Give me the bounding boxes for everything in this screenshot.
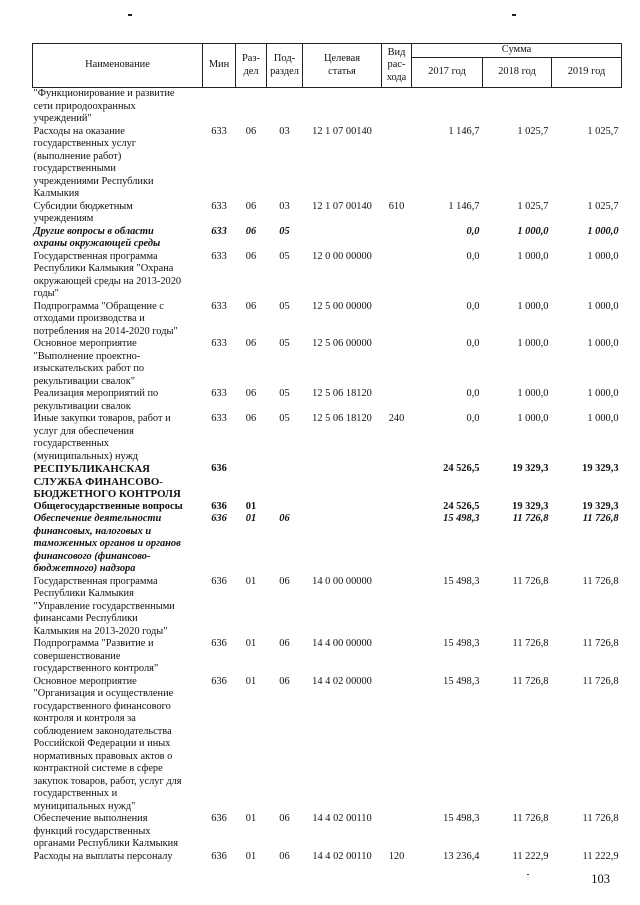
table-row	[33, 301, 622, 339]
cell-target: 14 4 02 00110	[312, 850, 372, 862]
cell-min: 636	[211, 463, 227, 474]
cell-y2017: 0,0	[466, 225, 480, 237]
cell-razdel: 06	[245, 250, 257, 262]
cell-name: Иные закупки товаров, работ и услуг для обеспечения государственных (муниципальных) нужд	[33, 413, 171, 462]
cell-y2019: 1 000,0	[587, 300, 619, 312]
cell-podrazdel: 05	[279, 250, 290, 262]
header-summa: Сумма	[412, 44, 622, 58]
cell-target: 14 0 00 00000	[312, 575, 372, 587]
cell-y2019: 1 000,0	[587, 225, 619, 237]
cell-vid	[382, 88, 412, 126]
cell-y2018: 1 000,0	[517, 388, 549, 399]
header-vid: Вид рас- хода	[382, 44, 412, 88]
cell-razdel: 01	[245, 638, 257, 649]
cell-min: 636	[211, 638, 227, 649]
cell-target: 14 4 00 00000	[312, 638, 372, 649]
cell-razdel: 01	[245, 675, 257, 687]
cell-y2019: 11 726,8	[582, 638, 619, 649]
page-number: 103	[591, 872, 610, 886]
cell-podrazdel: 06	[279, 813, 290, 824]
cell-target: 14 4 02 00000	[312, 675, 372, 687]
cell-podrazdel: 05	[279, 300, 290, 312]
cell-name: Расходы на выплаты персоналу	[33, 850, 173, 862]
cell-vid	[382, 576, 412, 639]
cell-target: 12 5 06 00000	[312, 338, 372, 349]
cell-target: 12 1 07 00140	[312, 125, 372, 137]
table-row	[33, 338, 622, 388]
cell-y2019: 1 025,7	[587, 200, 619, 212]
table-row	[33, 676, 622, 814]
cell-name: Другие вопросы в области охраны окружающей среды	[33, 225, 161, 249]
cell-podrazdel: 05	[279, 388, 290, 399]
cell-vid	[382, 126, 412, 201]
table-row	[33, 251, 622, 301]
cell-y2018: 11 726,8	[512, 813, 549, 824]
scan-mark-left	[128, 14, 132, 16]
cell-vid	[382, 226, 412, 251]
cell-y2017: 0,0	[466, 388, 480, 399]
header-2017: 2017 год	[412, 58, 483, 88]
cell-podrazdel: 06	[279, 675, 290, 687]
cell-y2019: 11 726,8	[582, 513, 619, 524]
cell-name: Основное мероприятие "Выполнение проектно- изыскательских работ по рекультивации свалок"	[33, 338, 145, 387]
cell-podrazdel: 05	[279, 225, 290, 237]
cell-y2019: 1 000,0	[587, 413, 619, 424]
cell-vid	[382, 301, 412, 339]
cell-podrazdel: 06	[279, 575, 290, 587]
cell-y2019: 19 329,3	[582, 500, 619, 512]
cell-y2017: 15 498,3	[443, 675, 480, 687]
cell-y2017: 1 146,7	[448, 200, 480, 212]
header-podrazdel: Под- раздел	[267, 44, 303, 88]
cell-podrazdel	[267, 88, 303, 126]
cell-vid	[382, 388, 412, 413]
table-row	[33, 576, 622, 639]
cell-y2018: 1 000,0	[517, 413, 549, 424]
cell-y2018	[483, 88, 552, 126]
cell-y2018: 11 726,8	[512, 575, 549, 587]
cell-razdel: 06	[245, 225, 257, 237]
cell-y2019: 11 726,8	[582, 675, 619, 687]
table-row	[33, 813, 622, 851]
cell-y2017: 0,0	[466, 300, 480, 312]
cell-name: Обеспечение деятельности финансовых, налоговых и таможенных органов и органов финансового (финансово- бюджетного) надзора	[33, 513, 181, 574]
cell-min: 633	[211, 413, 227, 424]
cell-razdel: 01	[245, 500, 257, 512]
cell-y2017: 0,0	[466, 413, 480, 424]
cell-vid	[382, 463, 412, 501]
table-row	[33, 851, 622, 864]
cell-podrazdel: 05	[279, 413, 290, 424]
cell-name: Субсидии бюджетным учреждениям	[33, 200, 133, 224]
cell-target: 12 5 00 00000	[312, 300, 372, 312]
cell-vid	[382, 513, 412, 576]
cell-target	[303, 463, 382, 501]
cell-podrazdel: 06	[279, 638, 290, 649]
cell-podrazdel	[267, 463, 303, 501]
cell-target: 12 5 06 18120	[312, 388, 372, 399]
scan-mark-right	[512, 14, 516, 16]
cell-vid	[382, 676, 412, 814]
cell-min: 633	[211, 250, 227, 262]
cell-vid: 240	[388, 413, 405, 424]
cell-name: Обеспечение выполнения функций государственных органами Республики Калмыкия	[33, 813, 179, 849]
cell-y2019	[552, 88, 622, 126]
cell-name: Государственная программа Республики Калмыкия "Управление государственными финансами Республики Калмыкия на 2013-2020 годы"	[33, 575, 175, 637]
cell-target: 12 5 06 18120	[312, 413, 372, 424]
cell-name: Основное мероприятие "Организация и осуществление государственного финансового контроля и контроля за соблюдением законодательства Российской Федерации и иных нормативных правовых актов о контрактной системе в сфере закупок товаров, работ, услуг для государственных и муниципальных нужд"	[33, 675, 182, 812]
cell-y2017: 15 498,3	[443, 813, 480, 824]
cell-min: 636	[211, 813, 227, 824]
table-row	[33, 88, 622, 126]
cell-vid	[382, 338, 412, 388]
cell-y2017: 15 498,3	[443, 638, 480, 649]
cell-name: Подпрограмма "Развитие и совершенствование государственного контроля"	[33, 638, 159, 674]
cell-name: "Функционирование и развитие сети природоохранных учреждений"	[33, 88, 175, 124]
cell-y2019: 19 329,3	[582, 463, 619, 474]
cell-y2017: 0,0	[466, 338, 480, 349]
table-row	[33, 638, 622, 676]
cell-razdel: 06	[245, 413, 257, 424]
cell-podrazdel: 06	[279, 513, 290, 524]
cell-min: 633	[211, 225, 227, 237]
cell-y2018: 1 000,0	[517, 300, 549, 312]
cell-podrazdel	[267, 501, 303, 514]
cell-vid	[382, 501, 412, 514]
cell-y2017: 24 526,5	[443, 463, 480, 474]
cell-target	[303, 501, 382, 514]
cell-y2018: 19 329,3	[512, 463, 549, 474]
cell-y2018: 1 025,7	[517, 125, 549, 137]
cell-razdel: 01	[245, 513, 257, 524]
cell-y2018: 1 000,0	[517, 225, 549, 237]
cell-y2018: 19 329,3	[512, 500, 549, 512]
cell-name: Общегосударственные вопросы	[33, 500, 183, 512]
cell-vid: 610	[388, 200, 405, 212]
cell-razdel	[236, 88, 267, 126]
table-row	[33, 463, 622, 501]
cell-vid	[382, 813, 412, 851]
cell-y2018: 11 726,8	[512, 513, 549, 524]
budget-table	[32, 43, 622, 863]
cell-razdel: 06	[245, 300, 257, 312]
cell-y2019: 11 222,9	[582, 850, 619, 862]
table-row	[33, 513, 622, 576]
cell-y2017: 15 498,3	[443, 575, 480, 587]
cell-min: 636	[211, 850, 227, 862]
cell-y2019: 1 000,0	[587, 338, 619, 349]
cell-y2019: 11 726,8	[582, 813, 619, 824]
header-razdel: Раз- дел	[236, 44, 267, 88]
cell-razdel: 06	[245, 338, 257, 349]
table-row	[33, 501, 622, 514]
cell-y2018: 11 726,8	[512, 638, 549, 649]
cell-target	[303, 88, 382, 126]
cell-vid	[382, 251, 412, 301]
table-row	[33, 201, 622, 226]
header-min: Мин	[203, 44, 236, 88]
cell-podrazdel: 05	[279, 338, 290, 349]
table-header	[33, 44, 622, 88]
header-name: Наименование	[33, 44, 203, 88]
cell-y2017: 1 146,7	[448, 125, 480, 137]
cell-razdel: 01	[245, 575, 257, 587]
cell-min: 633	[211, 338, 227, 349]
cell-min: 636	[211, 675, 227, 687]
cell-min: 633	[211, 200, 227, 212]
cell-y2018: 1 000,0	[517, 250, 549, 262]
cell-y2019: 1 025,7	[587, 125, 619, 137]
cell-razdel: 06	[245, 125, 257, 137]
cell-name: Реализация мероприятий по рекультивации свалок	[33, 388, 159, 412]
cell-y2018: 11 726,8	[512, 675, 549, 687]
cell-target: 12 0 00 00000	[312, 250, 372, 262]
cell-podrazdel: 06	[279, 850, 290, 862]
cell-y2017: 24 526,5	[443, 500, 480, 512]
cell-target: 14 4 02 00110	[312, 813, 372, 824]
cell-min: 633	[211, 125, 227, 137]
cell-y2018: 1 000,0	[517, 338, 549, 349]
table-row	[33, 413, 622, 463]
cell-name: Государственная программа Республики Калмыкия "Охрана окружающей среды на 2013-2020 годы"	[33, 250, 182, 299]
header-target: Целевая статья	[303, 44, 382, 88]
cell-podrazdel: 03	[279, 125, 290, 137]
cell-razdel: 01	[245, 813, 257, 824]
cell-min: 636	[211, 500, 227, 512]
cell-y2017: 15 498,3	[443, 513, 480, 524]
scan-dot	[527, 874, 529, 875]
cell-target: 12 1 07 00140	[312, 200, 372, 212]
table-row	[33, 126, 622, 201]
cell-name: Подпрограмма "Обращение с отходами производства и потребления на 2014-2020 годы"	[33, 300, 178, 337]
cell-y2017: 13 236,4	[443, 850, 480, 862]
cell-razdel: 06	[245, 200, 257, 212]
cell-y2018: 11 222,9	[512, 850, 549, 862]
cell-razdel	[236, 463, 267, 501]
cell-min: 633	[211, 300, 227, 312]
cell-y2017: 0,0	[466, 250, 480, 262]
header-2019: 2019 год	[552, 58, 622, 88]
header-2018: 2018 год	[483, 58, 552, 88]
cell-y2017	[412, 88, 483, 126]
cell-name: Расходы на оказание государственных услуг (выполнение работ) государственными учреждениями Республики Калмыкия	[33, 125, 154, 199]
cell-y2019: 1 000,0	[587, 388, 619, 399]
table-row	[33, 226, 622, 251]
cell-razdel: 01	[245, 850, 257, 862]
cell-min: 633	[211, 388, 227, 399]
cell-y2019: 11 726,8	[582, 575, 619, 587]
cell-vid	[382, 638, 412, 676]
cell-min: 636	[211, 513, 227, 524]
cell-razdel: 06	[245, 388, 257, 399]
cell-target	[303, 226, 382, 251]
table-row	[33, 388, 622, 413]
cell-vid: 120	[388, 850, 405, 862]
cell-min: 636	[211, 575, 227, 587]
cell-podrazdel: 03	[279, 200, 290, 212]
table-body	[33, 88, 622, 864]
cell-min	[203, 88, 236, 126]
cell-y2019: 1 000,0	[587, 250, 619, 262]
cell-target	[303, 513, 382, 576]
cell-name: РЕСПУБЛИКАНСКАЯ СЛУЖБА ФИНАНСОВО- БЮДЖЕТНОГО КОНТРОЛЯ	[33, 463, 181, 500]
cell-y2018: 1 025,7	[517, 200, 549, 212]
